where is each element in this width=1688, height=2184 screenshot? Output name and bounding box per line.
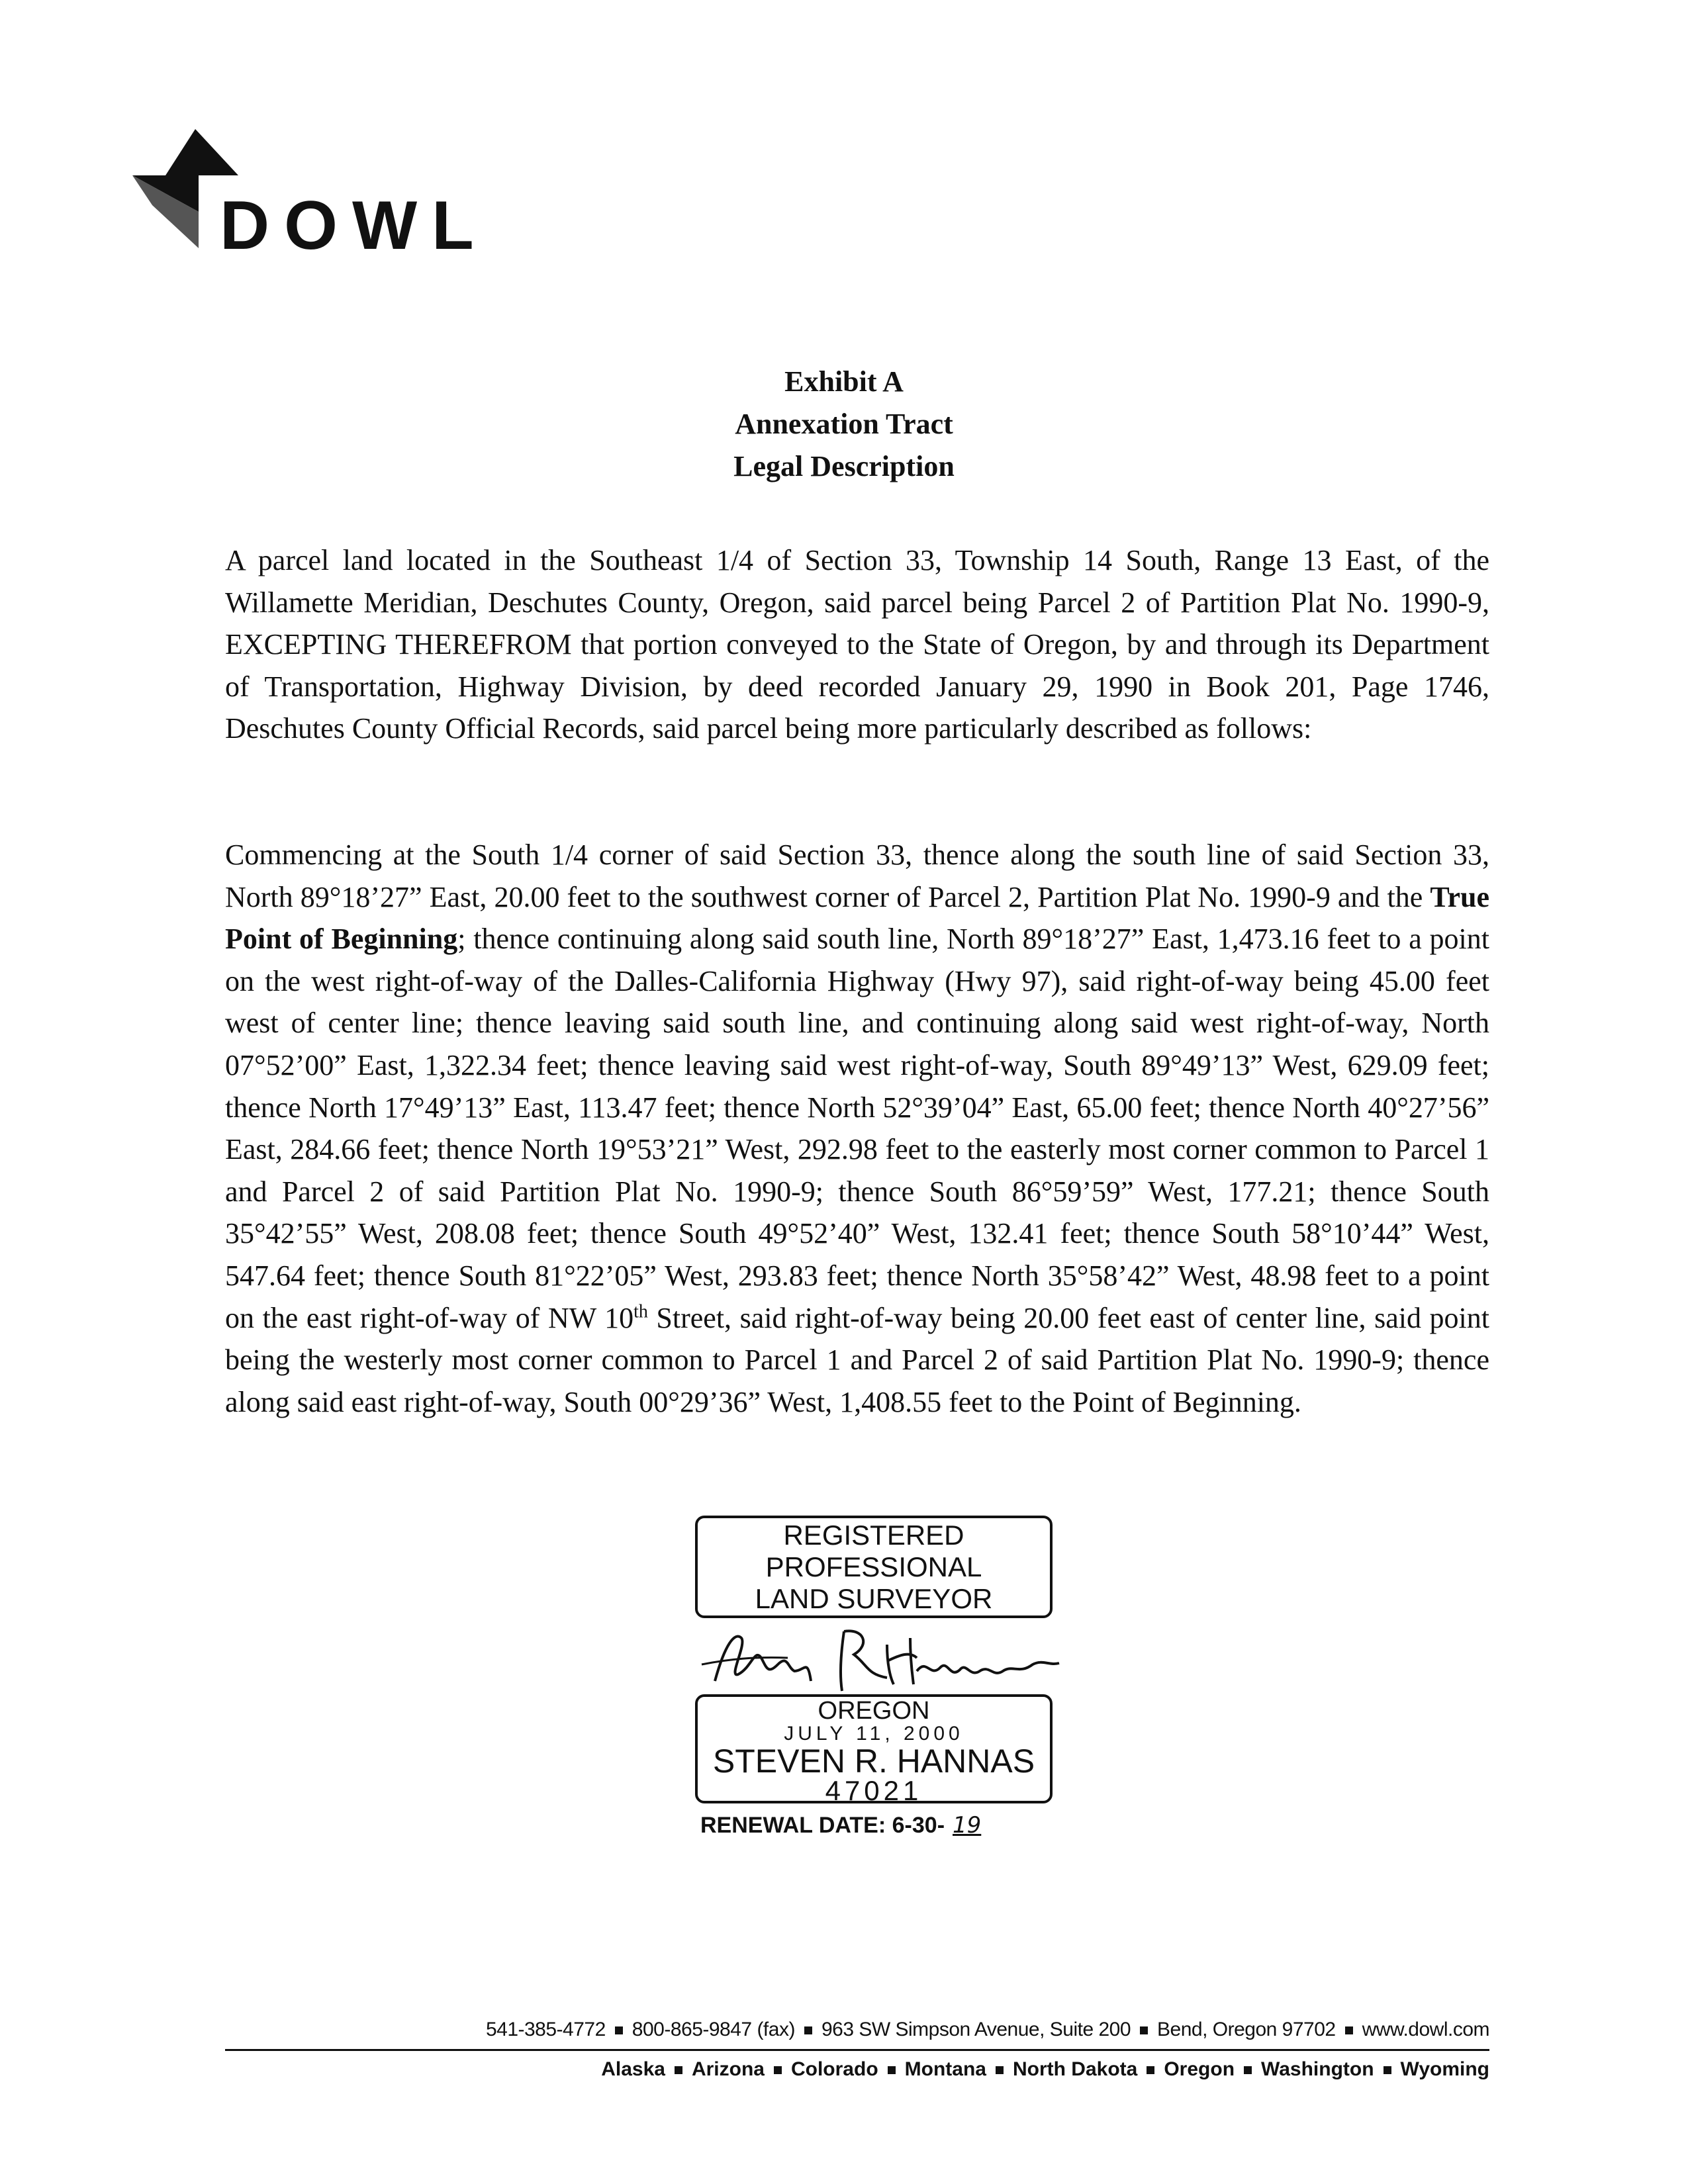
boundary-paragraph <box>225 834 1489 1423</box>
stamp-professional: PROFESSIONAL <box>765 1551 982 1582</box>
boundary-text-3: Street, said right-of-way being 20.00 feet east of center line, said point being the westerly most corner common to Parcel 1 and Parcel 2 of said Partition Plat No. 1990-9; thence along said east right-of-way, South 00°29’36” West, 1,408.55 feet to the Point of Beginning. <box>225 1301 1490 1418</box>
stamp-land-surveyor: LAND SURVEYOR <box>755 1583 993 1614</box>
footer-state: North Dakota <box>1012 2058 1138 2080</box>
separator-bullet <box>615 2026 623 2034</box>
renewal-year: 19 <box>953 1812 982 1839</box>
tract-title: Annexation Tract <box>735 408 953 440</box>
ordinal-suffix: th <box>633 1300 648 1322</box>
parcel-paragraph: A parcel land located in the Southeast 1/4 of Section 33, Township 14 South, Range 13 East, of the Willamette Meridian, Deschutes County, Oregon, said parcel being Parcel 2 of Partition Plat No. 1990-9, EXCEPTING THEREFROM that portion conveyed to the State of Oregon, by and through its Department of Transportation, Highway Division, by deed recorded January 29, 1990 in Book 201, Page 1746, Deschutes County Official Records, said parcel being more particularly described as follows: <box>225 544 1489 745</box>
boundary-text-2: ; thence continuing along said south line, North 89°18’27” East, 1,473.16 feet to a point on the west right-of-way of the Dalles-California Highway (Hwy 97), said right-of-way being 45.00 feet west of center line; thence leaving said south line, and continuing along said west right-of-way, North 07°52’00” East, 1,322.34 feet; thence leaving said west right-of-way, South 89°49’13” West, 629.09 feet; thence North 17°49’13” East, 113.47 feet; thence North 52°39’04” East, 65.00 feet; thence North 40°27’56” East, 284.66 feet; thence North 19°53’21” West, 292.98 feet to the easterly most corner common to Parcel 1 and Parcel 2 of said Partition Plat No. 1990-9; thence South 86°59’59” West, 177.21; thence South 35°42’55” West, 208.08 feet; thence South 49°52’40” West, 132.41 feet; thence South 58°10’44” West, 547.64 feet; thence South 81°22’05” West, 293.83 feet; thence North 35°58’42” West, 48.98 feet to a point on the east right-of-way of NW 10 <box>225 923 1489 1334</box>
separator-bullet <box>996 2066 1004 2074</box>
separator-bullet <box>1140 2026 1148 2034</box>
footer-website: www.dowl.com <box>1362 2019 1489 2040</box>
separator-bullet <box>774 2066 782 2074</box>
surveyor-stamp-details <box>695 1694 1053 1806</box>
footer-address: 963 SW Simpson Avenue, Suite 200 <box>821 2019 1131 2040</box>
renewal-prefix: 6-30- <box>892 1813 945 1838</box>
logo-wordmark: DOWL <box>220 187 489 264</box>
footer-state: Colorado <box>790 2058 878 2080</box>
separator-bullet <box>675 2066 682 2074</box>
footer-state: Wyoming <box>1400 2058 1489 2080</box>
company-logo <box>126 126 496 264</box>
separator-bullet <box>888 2066 896 2074</box>
surveyor-signature <box>688 1618 1072 1698</box>
stamp-state: OREGON <box>818 1697 930 1725</box>
footer-state: Montana <box>904 2058 986 2080</box>
footer-state: Washington <box>1261 2058 1374 2080</box>
footer-fax: 800-865-9847 (fax) <box>632 2019 795 2040</box>
footer-state: Alaska <box>601 2058 665 2080</box>
stamp-registered: REGISTERED <box>783 1520 964 1551</box>
footer-phone: 541-385-4772 <box>485 2019 606 2040</box>
separator-bullet <box>1147 2066 1154 2074</box>
separator-bullet <box>1244 2066 1252 2074</box>
exhibit-title: Exhibit A <box>784 365 904 398</box>
document-title-block <box>0 361 1688 488</box>
separator-bullet <box>1383 2066 1391 2074</box>
footer-state: Arizona <box>691 2058 765 2080</box>
separator-bullet <box>1345 2026 1353 2034</box>
footer-city: Bend, Oregon 97702 <box>1157 2019 1336 2040</box>
separator-bullet <box>804 2026 812 2034</box>
surveyor-stamp-header <box>695 1516 1053 1618</box>
description-title: Legal Description <box>733 450 955 482</box>
renewal-date <box>700 1812 989 1839</box>
footer-state: Oregon <box>1164 2058 1235 2080</box>
footer-divider <box>225 2049 1489 2051</box>
footer-states <box>601 2058 1489 2081</box>
boundary-text-1: Commencing at the South 1/4 corner of said Section 33, thence along the south line of said Section 33, North 89°18’27” East, 20.00 feet to the southwest corner of Parcel 2, Partition Plat No. 1990-9 and the <box>225 839 1489 913</box>
stamp-license-number: 47021 <box>825 1775 923 1806</box>
renewal-label: RENEWAL DATE: <box>700 1813 886 1838</box>
footer-contact <box>486 2019 1489 2041</box>
stamp-date: JULY 11, 2000 <box>784 1723 964 1745</box>
stamp-surveyor-name: STEVEN R. HANNAS <box>712 1743 1035 1780</box>
true-point-of-beginning: True Point of Beginning <box>225 880 1489 956</box>
